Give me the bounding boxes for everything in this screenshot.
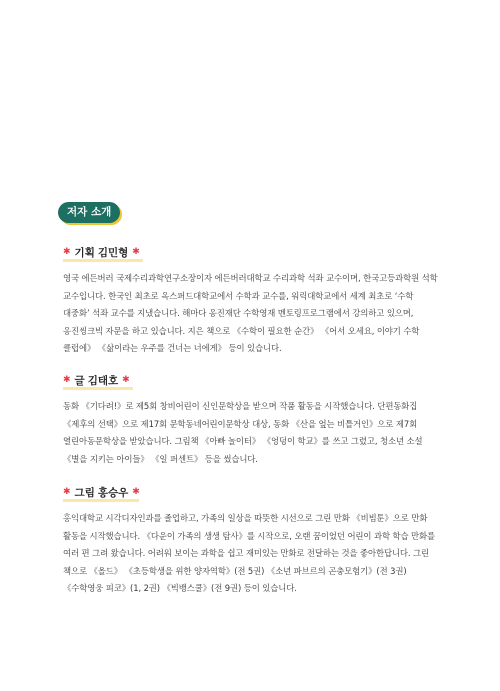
star-icon: ✱ bbox=[132, 487, 140, 497]
author-name: 홍승우 bbox=[97, 486, 129, 499]
author-bio: 동화 《기다려!》로 제5회 창비어린이 신인문학상을 받으며 작품 활동을 시작했습니다. 단편동화집 《제후의 선택》으로 제17회 문학동네어린이문학상 대상, 동화 《산을 엎는 비틀거인》으로 제7회 열린아동문학상을 받았습니다. 그림책 《아빠 놀이터》 《엉덩이 학교》를 쓰고 그렸고, 청소년 소설 《별을 지키는 아이들》 《일 퍼센트》 등을 썼습니다. bbox=[63, 401, 423, 464]
author-section-illustrator bbox=[63, 484, 438, 598]
author-heading bbox=[63, 244, 438, 260]
star-icon: ✱ bbox=[122, 375, 130, 385]
author-section-writer bbox=[63, 372, 438, 468]
author-bio: 영국 에든버러 국제수리과학연구소장이자 에든버러대학교 수리과학 석좌 교수이며, 한국고등과학원 석학 교수입니다. 한국인 최초로 옥스퍼드대학교에서 수학과 교수를, 워릭대학교에서 세계 최초로 ‘수학 대중화’ 석좌 교수를 지냈습니다. 해마다 옹진재단 수학영재 멘토링프로그램에서 강의하고 있으며, 옹진씽크빅 자문을 하고 있습니다. 지은 책으로 《수학이 필요한 순간》 《어서 오세요, 이야기 수학 클럽에》 《삶이라는 우주를 건너는 너에게》 등이 있습니다. bbox=[63, 273, 438, 354]
author-role: 그림 bbox=[74, 486, 95, 499]
author-heading bbox=[63, 372, 438, 388]
star-icon: ✱ bbox=[63, 375, 71, 385]
star-icon: ✱ bbox=[63, 487, 71, 497]
author-section-planner bbox=[63, 244, 438, 358]
author-role: 글 bbox=[74, 374, 85, 387]
author-role: 기획 bbox=[74, 246, 95, 259]
star-icon: ✱ bbox=[63, 247, 71, 257]
author-intro-badge: 저자 소개 bbox=[58, 202, 120, 223]
star-icon: ✱ bbox=[132, 247, 140, 257]
author-heading bbox=[63, 484, 438, 500]
author-name: 김태호 bbox=[87, 374, 119, 387]
author-name: 김민형 bbox=[97, 246, 129, 259]
author-bio: 홍익대학교 시각디자인과를 졸업하고, 가족의 일상을 따뜻한 시선으로 그린 만화 《비빔툰》으로 만화 활동을 시작했습니다. 《다운이 가족의 생생 탐사》를 시작으로, 오랜 꿈이었던 어린이 과학 학습 만화를 여러 편 그려 왔습니다. 어려워 보이는 과학을 쉽고 재미있는 만화로 전달하는 것을 좋아한답니다. 그린 책으로 《올드》 《초등학생을 위한 양자역학》(전 5권) 《소년 파브르의 곤충모험기》(전 3권) 《수학영웅 피코》(1, 2권) 《빅뱅스쿨》(전 9권) 등이 있습니다. bbox=[63, 513, 436, 594]
